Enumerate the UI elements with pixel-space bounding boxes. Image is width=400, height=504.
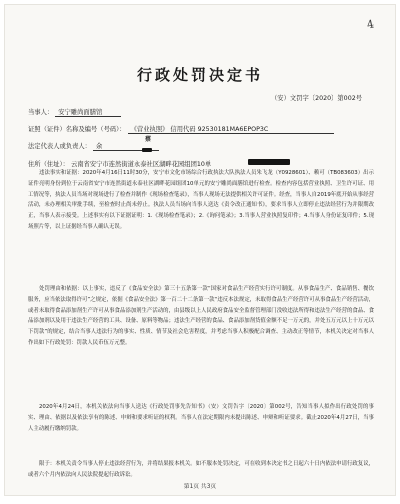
redaction-bar [248,159,290,165]
handwritten-annotation: 蔡 [145,136,152,143]
document-page [4,4,396,496]
paragraph-notice-process: 2020年4月24日，本机关依法向当事人送达《行政处罚事先告知书》（安）文罚告字〔2020〕第002号，告知当事人拟作出行政处罚的事实、理由、依据以及依法享有的陈述、申辩和要求听证的权利。当事人在法定期限内未提出陈述、申辩和听证要求。截止2020年4月27日，当事人主动履行缴纳罚款。 [28,404,374,432]
address-label: 住所（住址）： [28,161,69,168]
party-field [28,107,374,117]
legal-rep-label: 法定代表人或负责人： [28,143,91,150]
document-title: 行政处罚决定书 [136,66,263,84]
redaction-bar [142,148,152,152]
paragraph-violation-facts: 违法事实和证据：2020年4月16日11时30分，安宁市文化市场综合行政执法大队执法人员朱飞龙（Y0928601）、赖可（TB083603）出示证件亮明身份到位于云南省安宁市连然街道永泰社区湖畔花园组团10单元的安宁雕尚面膳馆进行检查。检查内容包括营业执照、卫生许可证、用工情况等，执法人员当场对现场进行了检查并制作《现场检查笔录》，当事人现场无法提供相关许可证件。经查，当事人自2019年底开始从事经营活动，未办理相关审批手续，至检查时止尚未停止。执法人员当场向当事人送达《责令改正通知书》，要求当事人立即停止违法经营行为并限期改正，当事人表示接受。上述事实有以下证据证明：1.《现场检查笔录》；2.《询问笔录》；3.当事人营业执照复印件；4.当事人身份证复印件；5.现场照片等，以上证据经当事人确认无误。 [28,170,374,230]
party-label: 当事人： [28,109,54,116]
license-label: 证照（证件）名称及编号（号码）： [28,126,126,133]
license-field [28,124,374,134]
legal-rep-field [28,141,374,151]
license-value: 《营业执照》 信用代码 92530181MA6EPOP3C [128,124,334,134]
page-footer: 第1页 共3页 [183,484,217,490]
party-value: 安宁雕尚面膳馆 [55,107,121,117]
address-value: 云南省安宁市连然街道永泰社区湖畔花园组团10单 [70,161,212,168]
legal-rep-value: 余 [93,141,159,151]
paragraph-remedy: 限于：本机关责令当事人停止违法经营行为，并将结果报本机关。如不服本处罚决定，可在收到本决定书之日起六十日内依法申请行政复议，或者六个月内依法向人民法院提起行政诉讼。 [28,461,374,478]
document-number: （安）文罚字〔2020〕第002号 [270,95,362,102]
handwritten-corner-mark: 4 [365,17,376,32]
paragraph-penalty-basis: 处罚理由和依据：以上事实，违反了《食品安全法》第三十五条第一款“国家对食品生产经营实行许可制度。从事食品生产、食品销售、餐饮服务，应当依法取得许可”之规定，依据《食品安全法》第一百二十二条第一款“违反本法规定，未取得食品生产经营许可从事食品生产经营活动，或者未取得食品添加剂生产许可从事食品添加剂生产活动的，由县级以上人民政府食品安全监督管理部门没收违法所得和违法生产经营的食品、食品添加剂以及用于违法生产经营的工具、设备、原料等物品；违法生产经营的食品、食品添加剂货值金额不足一万元的，并处五万元以上十万元以下罚款”的规定，结合当事人违法行为的事实、性质、情节及社会危害程度，并考虑当事人积极配合调查、主动改正等情节，本机关决定对当事人作出如下行政处罚：罚款人民币伍万元整。 [28,286,374,346]
address-field [28,159,374,168]
